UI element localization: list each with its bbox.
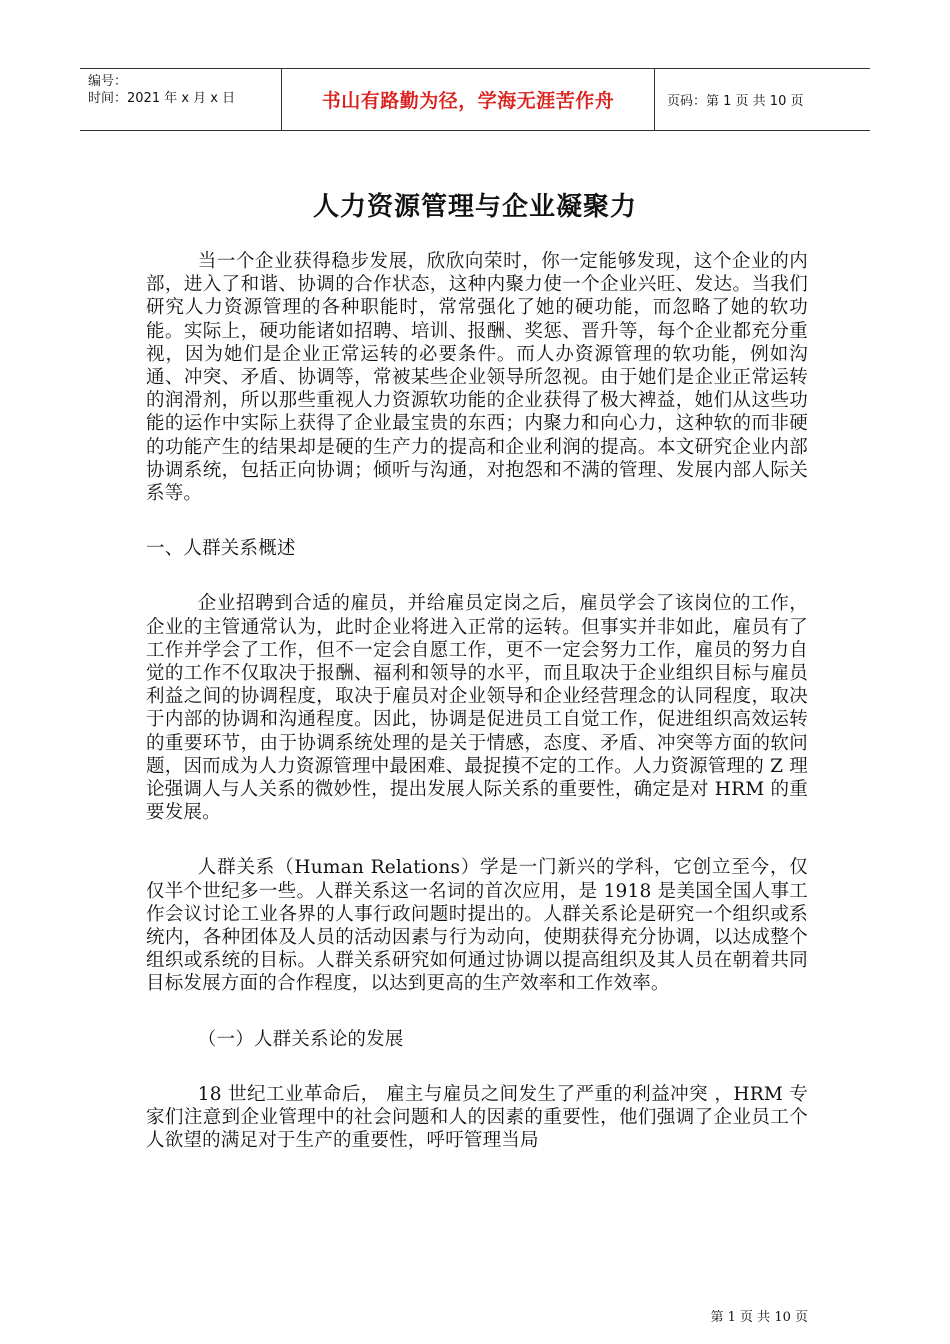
header-motto: 书山有路勤为径，学海无涯苦作舟 (282, 69, 655, 130)
page-footer: 第 1 页 共 10 页 (710, 1310, 808, 1325)
section-heading-1: 一、人群关系概述 (146, 538, 296, 560)
document-body (146, 250, 808, 1153)
paragraph-development: 18 世纪工业革命后， 雇主与雇员之间发生了严重的利益冲突 ，HRM 专家们注意到企业管理中的社会问题和人的因素的重要性，他们强调了企业员工个人欲望的满足对于生产的重要性，呼吁管理当局 (146, 1083, 808, 1152)
subsection-heading-1: （一）人群关系论的发展 (197, 1028, 404, 1050)
header-page-info: 页码：第 1 页 共 10 页 (667, 94, 804, 109)
paragraph-human-relations: 人群关系（Human Relations）学是一门新兴的学科，它创立至今，仅仅半个世纪多一些。人群关系这一名词的首次应用，是 1918 是美国全国人事工作会议讨论工业各界的人事行政问题时提出的。人群关系论是研究一个组织或系统内，各种团体及人员的活动因素与行为动向，使期获得充分协调，以达成整个组织或系统的目标。人群关系研究如何通过协调以提高组织及其人员在朝着共同目标发展方面的合作程度，以达到更高的生产效率和工作效率。 (146, 857, 808, 995)
document-title: 人力资源管理与企业凝聚力 (312, 192, 637, 222)
date-label: 时间：2021 年 x 月 x 日 (88, 91, 236, 106)
paragraph-section-1: 企业招聘到合适的雇员，并给雇员定岗之后，雇员学会了该岗位的工作，企业的主管通常认为，此时企业将进入正常的运转。但事实并非如此，雇员有了工作并学会了工作，但不一定会自愿工作，更不一定会努力工作，雇员的努力自觉的工作不仅取决于报酬、福利和领导的水平，而且取决于企业组织目标与雇员利益之间的协调程度，取决于雇员对企业领导和企业经营理念的认同程度，取决于内部的协调和沟通程度。因此，协调是促进员工自觉工作，促进组织高效运转的重要环节，由于协调系统处理的是关于情感，态度、矛盾、冲突等方面的软问题，因而成为人力资源管理中最困难、最捉摸不定的工作。人力资源管理的 Z 理论强调人与人关系的微妙性，提出发展人际关系的重要性，确定是对 HRM 的重要发展。 (146, 593, 808, 824)
document-header (80, 68, 870, 131)
paragraph-intro: 当一个企业获得稳步发展，欣欣向荣时，你一定能够发现，这个企业的内部，进入了和谐、协调的合作状态，这种内聚力使一个企业兴旺、发达。当我们研究人力资源管理的各种职能时，常常强化了她的硬功能，而忽略了她的软功能。实际上，硬功能诸如招聘、培训、报酬、奖惩、晋升等，每个企业都充分重视，因为她们是企业正常运转的必要条件。而人办资源管理的软功能，例如沟通、冲突、矛盾、协调等，常被某些企业领导所忽视。由于她们是企业正常运转的润滑剂，所以那些重视人力资源软功能的企业获得了极大裨益，她们从这些功能的运作中实际上获得了企业最宝贵的东西；内聚力和向心力，这种软的而非硬的功能产生的结果却是硬的生产力的提高和企业利润的提高。本文研究企业内部协调系统，包括正向协调；倾听与沟通，对抱怨和不满的管理、发展内部人际关系等。 (146, 251, 808, 505)
number-label: 编号： (88, 74, 128, 89)
header-meta (80, 69, 282, 130)
